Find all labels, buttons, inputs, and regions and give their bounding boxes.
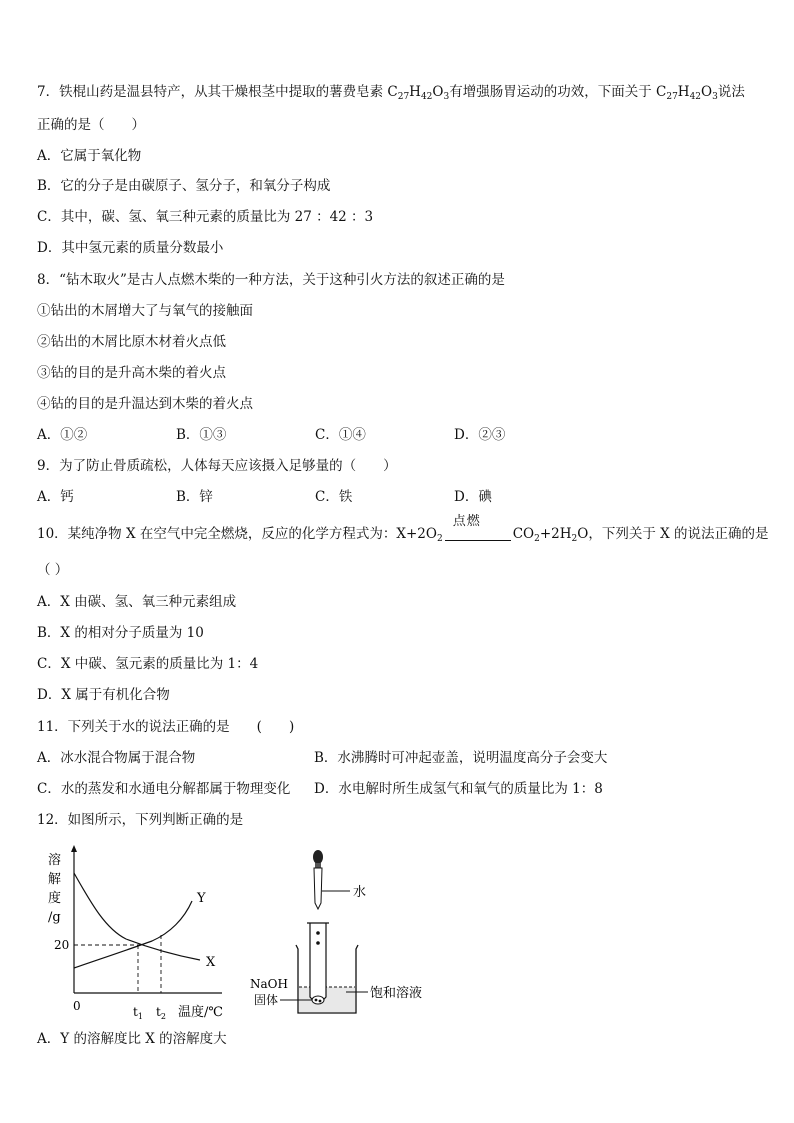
- y-axis-arrow: [71, 845, 77, 852]
- formula-part: CO: [512, 526, 535, 542]
- q12-stem: 12．如图所示，下列判断正确的是: [37, 812, 244, 828]
- subscript: 42: [689, 92, 702, 102]
- q10-text-a: 10．某纯净物 X 在空气中完全燃烧，反应的化学方程式为：X+2O: [37, 526, 437, 542]
- subscript: 2: [534, 534, 540, 544]
- q7-stem-line1: [37, 83, 745, 101]
- tick-subscript: 1: [137, 1012, 143, 1021]
- q7-text-a: 7．铁棍山药是温县特产，从其干燥根茎中提取的薯费皂素 C: [37, 84, 398, 100]
- q9-option-b[interactable]: B．锌: [176, 489, 213, 505]
- q7-option-c[interactable]: C．其中，碳、氢、氧三种元素的质量比为 27 ：42 ：3: [37, 209, 374, 225]
- q9-option-d[interactable]: D．碘: [454, 489, 492, 505]
- q10-text-d: O，下列关于 X 的说法正确的是: [577, 526, 769, 542]
- formula-part: H: [409, 84, 421, 100]
- formula-part: O: [701, 84, 713, 100]
- ylabel-char-1: 溶: [48, 853, 62, 868]
- q8-option-b[interactable]: B．①③: [176, 427, 227, 443]
- q10-option-a[interactable]: A．X 由碳、氢、氧三种元素组成: [37, 594, 237, 610]
- water-label: 水: [353, 885, 367, 900]
- q10-option-c[interactable]: C．X 中碳、氢元素的质量比为 1：4: [37, 656, 259, 672]
- subscript: 2: [436, 534, 443, 544]
- dropper-bulb: [313, 850, 323, 864]
- formula-part: H: [677, 84, 690, 100]
- dropper-neck: [315, 863, 321, 868]
- reaction-condition-arrow: [443, 514, 513, 543]
- formula-part: O: [432, 84, 444, 100]
- q7-option-a[interactable]: A．它属于氧化物: [37, 148, 142, 164]
- naoh-label-1: NaOH: [250, 977, 288, 991]
- tick-text: t: [156, 1005, 161, 1019]
- reaction-condition: 点燃: [452, 514, 481, 529]
- q8-option-a[interactable]: A．①②: [37, 427, 88, 443]
- apparatus-diagram: [248, 845, 428, 1025]
- naoh-label-2: 固体: [254, 993, 279, 1007]
- solubility-graph: [40, 845, 245, 1025]
- x-tick-t1: [133, 1005, 143, 1021]
- naoh-particle: [319, 1000, 322, 1003]
- ylabel-char-3: 度: [48, 891, 62, 906]
- curve-y-label: Y: [197, 891, 206, 906]
- test-tube: [310, 923, 326, 1002]
- q8-option-c[interactable]: C．①④: [315, 427, 366, 443]
- origin-label: 0: [73, 999, 81, 1013]
- q12-option-a[interactable]: A．Y 的溶解度比 X 的溶解度大: [37, 1031, 227, 1047]
- water-drop-1: [316, 931, 320, 935]
- q8-statement-2: ②钻出的木屑比原木材着火点低: [37, 334, 226, 350]
- subscript: 27: [397, 92, 410, 102]
- tick-subscript: 2: [160, 1012, 166, 1021]
- q8-statement-3: ③钻的目的是升高木柴的着火点: [37, 365, 226, 381]
- formula-part: +2H: [539, 526, 572, 542]
- x-axis-label: 温度/℃: [178, 1005, 223, 1020]
- ylabel-char-4: /g: [48, 910, 61, 925]
- q10-option-b[interactable]: B．X 的相对分子质量为 10: [37, 625, 204, 641]
- q7-text-b: 有增强肠胃运动的功效，下面关于 C: [449, 84, 667, 100]
- q8-statement-1: ①钻出的木屑增大了与氧气的接触面: [37, 303, 253, 319]
- q7-option-d[interactable]: D．其中氢元素的质量分数最小: [37, 240, 224, 256]
- naoh-solid: [312, 996, 324, 1004]
- q9-option-c[interactable]: C．铁: [315, 489, 353, 505]
- y-tick-20: 20: [54, 938, 70, 952]
- q9-stem: 9．为了防止骨质疏松，人体每天应该摄入足够量的（ ）: [37, 458, 397, 474]
- q10-stem-line2: （ ）: [37, 562, 69, 578]
- q7-text-c: 说法: [717, 84, 745, 100]
- curve-x-label: X: [206, 955, 216, 970]
- tick-text: t: [133, 1005, 138, 1019]
- q11-option-a[interactable]: A．冰水混合物属于混合物: [37, 750, 196, 766]
- subscript: 42: [420, 92, 433, 102]
- equation-line: [445, 540, 511, 541]
- naoh-particle: [315, 999, 318, 1002]
- q9-option-a[interactable]: A．钙: [37, 489, 74, 505]
- x-tick-t2: [156, 1005, 166, 1021]
- subscript: 3: [443, 92, 450, 102]
- dropper-tube: [314, 868, 322, 909]
- q8-stem: 8．“钻木取火”是古人点燃木柴的一种方法，关于这种引火方法的叙述正确的是: [37, 272, 505, 288]
- q8-statement-4: ④钻的目的是升温达到木柴的着火点: [37, 396, 253, 412]
- subscript: 27: [666, 92, 678, 102]
- subscript: 2: [571, 534, 578, 544]
- q11-stem: 11．下列关于水的说法正确的是 ( ): [37, 719, 295, 735]
- q10-stem: [37, 514, 769, 544]
- subscript: 3: [712, 92, 718, 102]
- q11-option-c[interactable]: C．水的蒸发和水通电分解都属于物理变化: [37, 781, 291, 797]
- q11-option-d[interactable]: D．水电解时所生成氢气和氧气的质量比为 1：8: [314, 781, 603, 797]
- q11-option-b[interactable]: B．水沸腾时可冲起壶盖，说明温度高分子会变大: [314, 750, 608, 766]
- q10-option-d[interactable]: D．X 属于有机化合物: [37, 687, 170, 703]
- water-drop-2: [316, 941, 320, 945]
- ylabel-char-2: 解: [48, 872, 62, 887]
- q7-stem-line2: 正确的是（ ）: [37, 117, 145, 133]
- curve-y: [74, 901, 192, 968]
- q8-option-d[interactable]: D．②③: [454, 427, 506, 443]
- q7-option-b[interactable]: B．它的分子是由碳原子、氢分子，和氧分子构成: [37, 178, 331, 194]
- saturated-solution-label: 饱和溶液: [370, 986, 423, 1001]
